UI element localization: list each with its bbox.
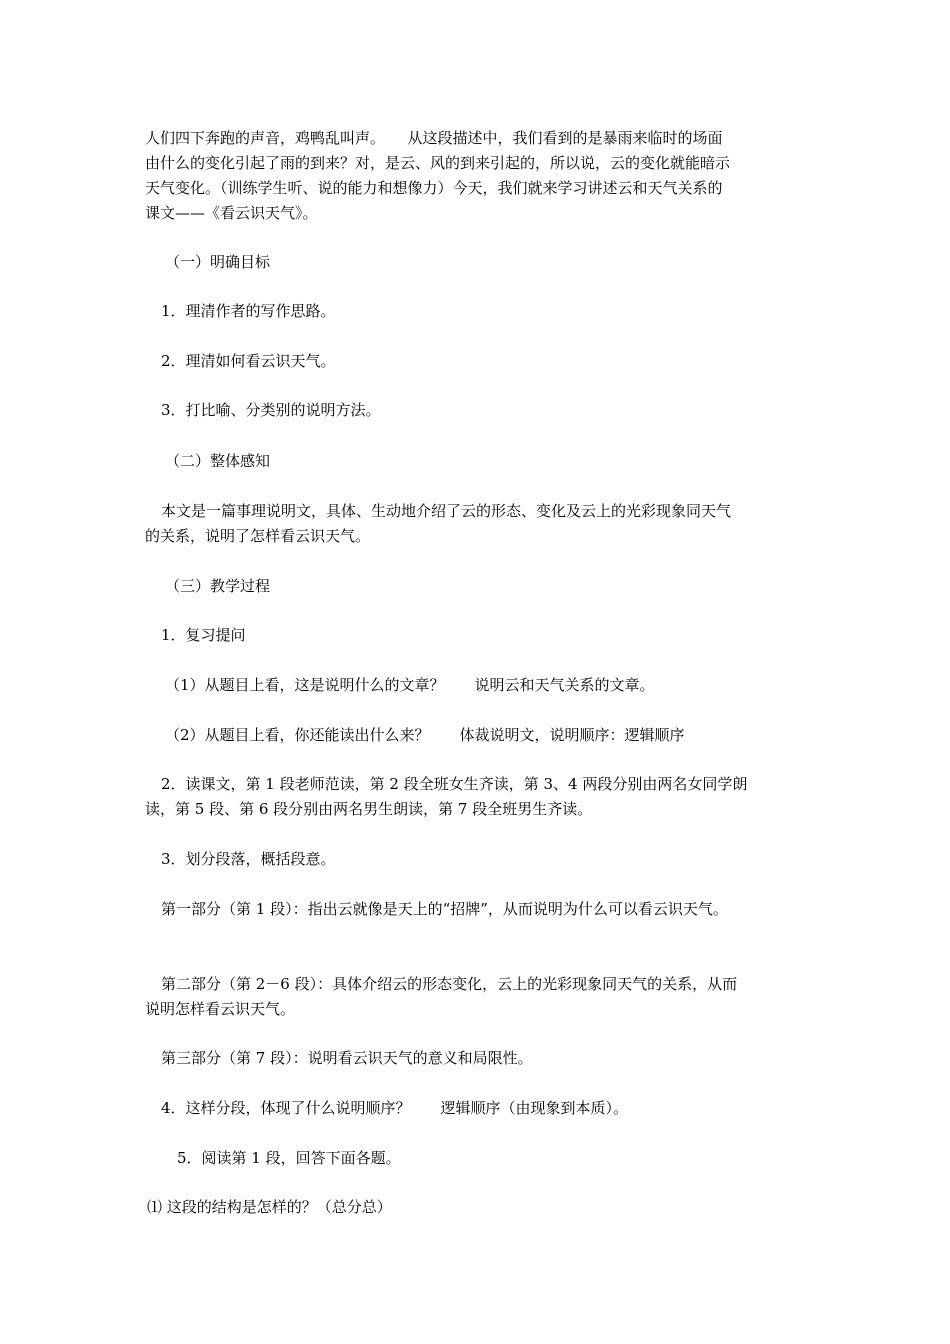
overview-line-2: 的关系，说明了怎样看云识天气。 xyxy=(145,527,371,545)
process-step-2-line-2: 读，第 5 段、第 6 段分别由两名男生朗读，第 7 段全班男生齐读。 xyxy=(145,800,593,818)
overview-line-1: 本文是一篇事理说明文，具体、生动地介绍了云的形态、变化及云上的光彩现象同天气 xyxy=(161,502,732,520)
objective-1: 1．理清作者的写作思路。 xyxy=(161,302,336,320)
text-line-3: 天气变化。（训练学生听、说的能力和想像力）今天，我们就来学习讲述云和天气关系的 xyxy=(145,179,723,197)
part-two-line-1: 第二部分（第 2－6 段）：具体介绍云的形态变化，云上的光彩现象同天气的关系，从而 xyxy=(161,975,738,993)
question-2: （2）从题目上看，你还能读出什么来？ 体裁说明文，说明顺序：逻辑顺序 xyxy=(165,726,685,744)
text-line-4: 课文——《看云识天气》。 xyxy=(145,204,318,222)
objective-2: 2．理清如何看云识天气。 xyxy=(161,352,336,370)
heading-overview: （二）整体感知 xyxy=(165,452,271,470)
question-1: （1）从题目上看，这是说明什么的文章？ 说明云和天气关系的文章。 xyxy=(165,676,655,694)
text-line-1: 人们四下奔跑的声音，鸡鸭乱叫声。 从这段描述中，我们看到的是暴雨来临时的场面 xyxy=(145,129,723,147)
part-one: 第一部分（第 1 段）：指出云就像是天上的“招牌”，从而说明为什么可以看云识天气。 xyxy=(161,900,728,918)
process-step-4: 4．这样分段，体现了什么说明顺序？ 逻辑顺序（由现象到本质）。 xyxy=(161,1099,629,1117)
heading-objectives: （一）明确目标 xyxy=(165,253,271,271)
text-line-2: 由什么的变化引起了雨的到来？对，是云、风的到来引起的，所以说，云的变化就能暗示 xyxy=(145,154,731,172)
part-three: 第三部分（第 7 段）：说明看云识天气的意义和局限性。 xyxy=(161,1049,533,1067)
document-page xyxy=(145,0,810,1344)
sub-question-1: ⑴ 这段的结构是怎样的？（总分总） xyxy=(147,1198,392,1216)
process-step-1: 1．复习提问 xyxy=(161,626,246,644)
part-two-line-2: 说明怎样看云识天气。 xyxy=(145,1000,296,1018)
process-step-5: 5．阅读第 1 段，回答下面各题。 xyxy=(177,1149,401,1167)
objective-3: 3．打比喻、分类别的说明方法。 xyxy=(161,401,381,419)
process-step-3: 3．划分段落，概括段意。 xyxy=(161,850,336,868)
heading-process: （三）教学过程 xyxy=(165,577,271,595)
process-step-2-line-1: 2．读课文，第 1 段老师范读，第 2 段全班女生齐读，第 3、4 两段分别由两名女同学朗 xyxy=(161,775,748,793)
